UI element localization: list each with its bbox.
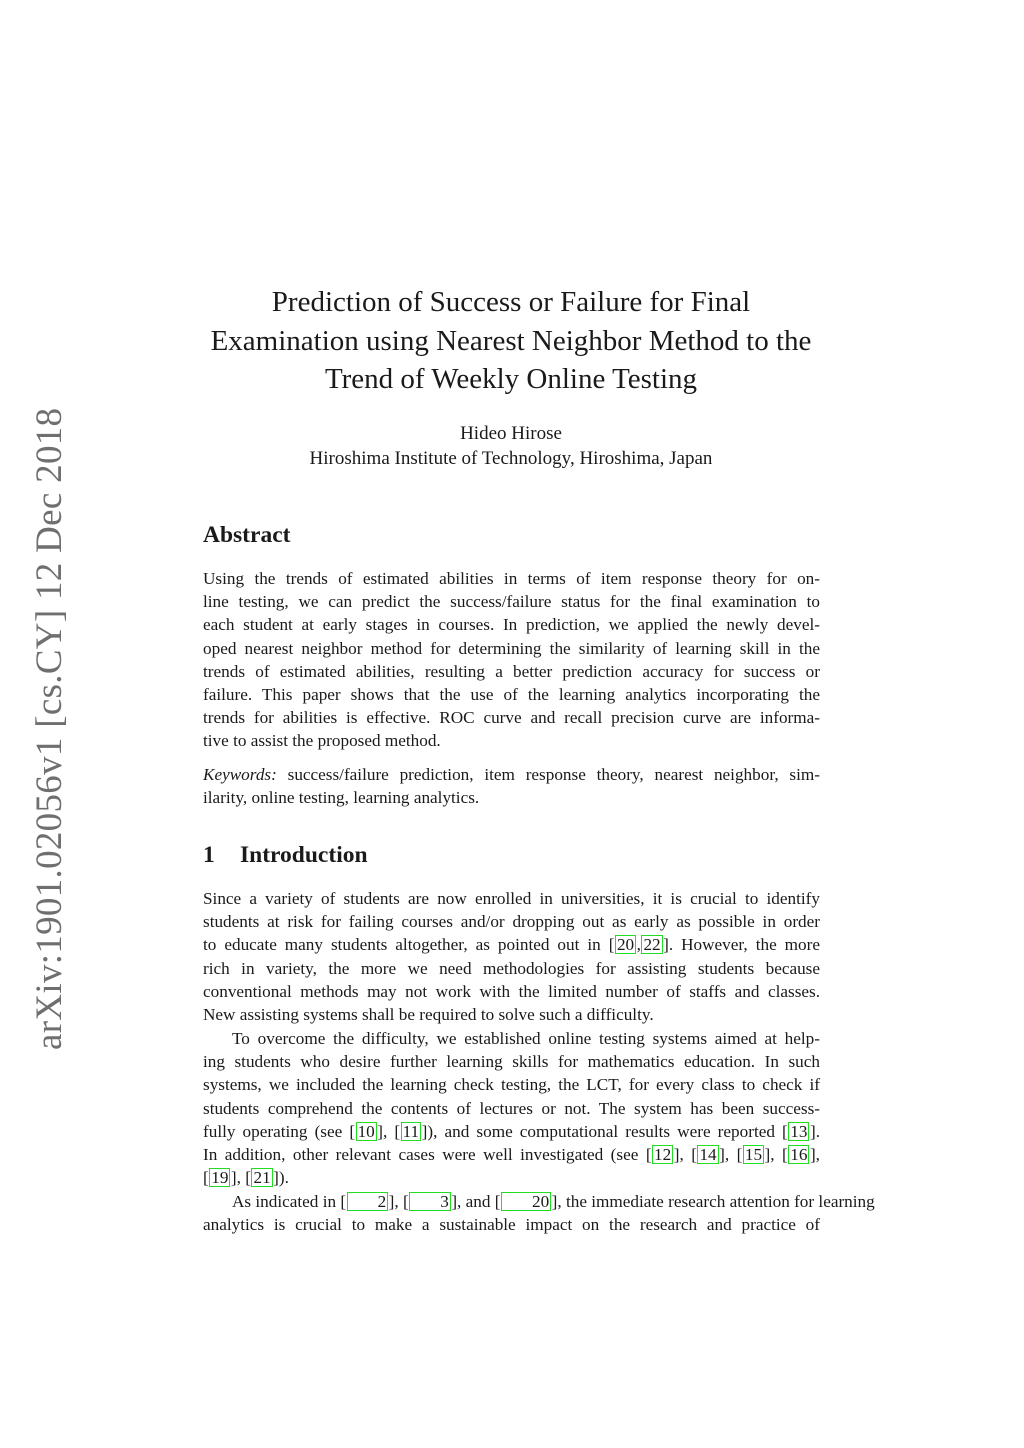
abstract-line: trends for abilities is effective. ROC curve and recall precision curve are informa- (203, 708, 820, 728)
citation-link[interactable]: 21 (253, 1168, 271, 1188)
text-run: As indicated in [ (232, 1192, 347, 1211)
citation-link[interactable]: 16 (790, 1145, 808, 1165)
paragraph-line: systems, we included the learning check testing, the LCT, for every class to check if (203, 1075, 820, 1095)
paragraph-line: Since a variety of students are now enrolled in universities, it is crucial to identify (203, 889, 820, 908)
text-run: In addition, other relevant cases were well investigated (see [ (203, 1145, 652, 1165)
text-run: ], the immediate research attention for learning (551, 1192, 875, 1211)
arxiv-identifier-stamp: arXiv:1901.02056v1 [cs.CY] 12 Dec 2018 (29, 407, 70, 1050)
text-run: fully operating (see [ (203, 1121, 356, 1141)
citation-link[interactable]: 2 (347, 1192, 389, 1211)
paragraph-line (203, 1143, 820, 1166)
abstract-heading: Abstract (203, 522, 291, 548)
abstract-line: each student at early stages in courses. In prediction, we applied the newly devel- (203, 615, 820, 635)
citation-link[interactable]: 20 (616, 935, 635, 955)
paragraph-line: rich in variety, the more we need methodologies for assisting students because (203, 958, 820, 978)
keywords (203, 763, 820, 809)
paragraph-line (203, 1166, 820, 1189)
paragraph-line: analytics is crucial to make a sustainable impact on the research and practice of (203, 1215, 820, 1235)
keywords-line (203, 763, 820, 786)
citation-link[interactable]: 10 (357, 1121, 375, 1141)
intro-paragraph-2 (203, 1027, 820, 1189)
paper-title (180, 283, 842, 399)
paragraph-line: New assisting systems shall be required to solve such a difficulty. (203, 1005, 654, 1025)
paragraph-line: students at risk for failing courses and/or dropping out as early as possible in order (203, 912, 820, 932)
text-run: , (636, 935, 641, 955)
citation-link[interactable]: 3 (409, 1192, 451, 1211)
introduction-heading (203, 841, 368, 869)
text-run: ], [ (377, 1121, 401, 1141)
text-run: ]. However, the more (663, 935, 821, 955)
paragraph-line (203, 1190, 875, 1213)
abstract-line: trends of estimated abilities, resulting a better prediction accuracy for success or (203, 661, 820, 681)
text-run: ], [ (230, 1168, 251, 1188)
paragraph-line: students comprehend the contents of lectures or not. The system has been success- (203, 1098, 820, 1118)
citation-link[interactable]: 15 (744, 1145, 763, 1165)
title-line: Prediction of Success or Failure for Final (271, 286, 751, 318)
citation-link[interactable]: 14 (699, 1145, 717, 1165)
keywords-label: Keywords: (203, 765, 277, 784)
section-number: 1 (203, 842, 215, 868)
citation-link[interactable]: 19 (211, 1168, 229, 1188)
text-run: to educate many students altogether, as pointed out in [ (203, 935, 615, 955)
paragraph-line (203, 933, 820, 956)
abstract-line: tive to assist the proposed method. (203, 731, 441, 751)
intro-paragraph-3 (203, 1190, 875, 1236)
title-line: Trend of Weekly Online Testing (324, 363, 698, 395)
text-run: ], (809, 1145, 820, 1165)
paragraph-line: To overcome the difficulty, we established online testing systems aimed at help- (232, 1029, 820, 1048)
author-name: Hideo Hirose (460, 423, 562, 444)
citation-link[interactable]: 20 (501, 1192, 551, 1211)
text-run: ], [ (719, 1145, 743, 1165)
abstract-line: oped nearest neighbor method for determining the similarity of learning skill in the (203, 638, 820, 658)
paragraph-line: conventional methods may not work with the limited number of staffs and classes. (203, 981, 820, 1001)
title-line: Examination using Nearest Neighbor Method to the (210, 324, 812, 357)
abstract-text (203, 567, 820, 753)
abstract-line: failure. This paper shows that the use of the learning analytics incorporating the (203, 685, 820, 705)
keywords-line: ilarity, online testing, learning analytics. (203, 788, 480, 808)
paragraph-line (203, 1120, 820, 1143)
citation-link[interactable]: 12 (654, 1145, 672, 1165)
text-run: ]), and some computational results were reported [ (421, 1121, 788, 1141)
citation-link[interactable]: 13 (790, 1121, 808, 1141)
citation-link[interactable]: 22 (643, 935, 661, 955)
paragraph-line: ing students who desire further learning skills for mathematics education. In such (203, 1052, 820, 1072)
citation-link[interactable]: 11 (402, 1121, 420, 1141)
text-run: ], and [ (451, 1192, 501, 1211)
section-title: Introduction (240, 842, 368, 868)
text-run: ], [ (764, 1145, 788, 1165)
intro-paragraph-1 (203, 887, 820, 1026)
text-run: [ (203, 1168, 209, 1188)
text-run: ], [ (673, 1145, 697, 1165)
text-run: ], [ (388, 1192, 409, 1211)
abstract-line: line testing, we can predict the success/failure status for the final examination to (203, 592, 820, 612)
text-run: ]. (809, 1121, 820, 1141)
author-affiliation: Hiroshima Institute of Technology, Hiroshima, Japan (309, 448, 713, 469)
text-run: ]). (273, 1168, 289, 1188)
abstract-line: Using the trends of estimated abilities in terms of item response theory for on- (203, 569, 820, 588)
author-block (180, 421, 842, 471)
keywords-text: success/failure prediction, item response theory, nearest neighbor, sim- (276, 765, 820, 784)
